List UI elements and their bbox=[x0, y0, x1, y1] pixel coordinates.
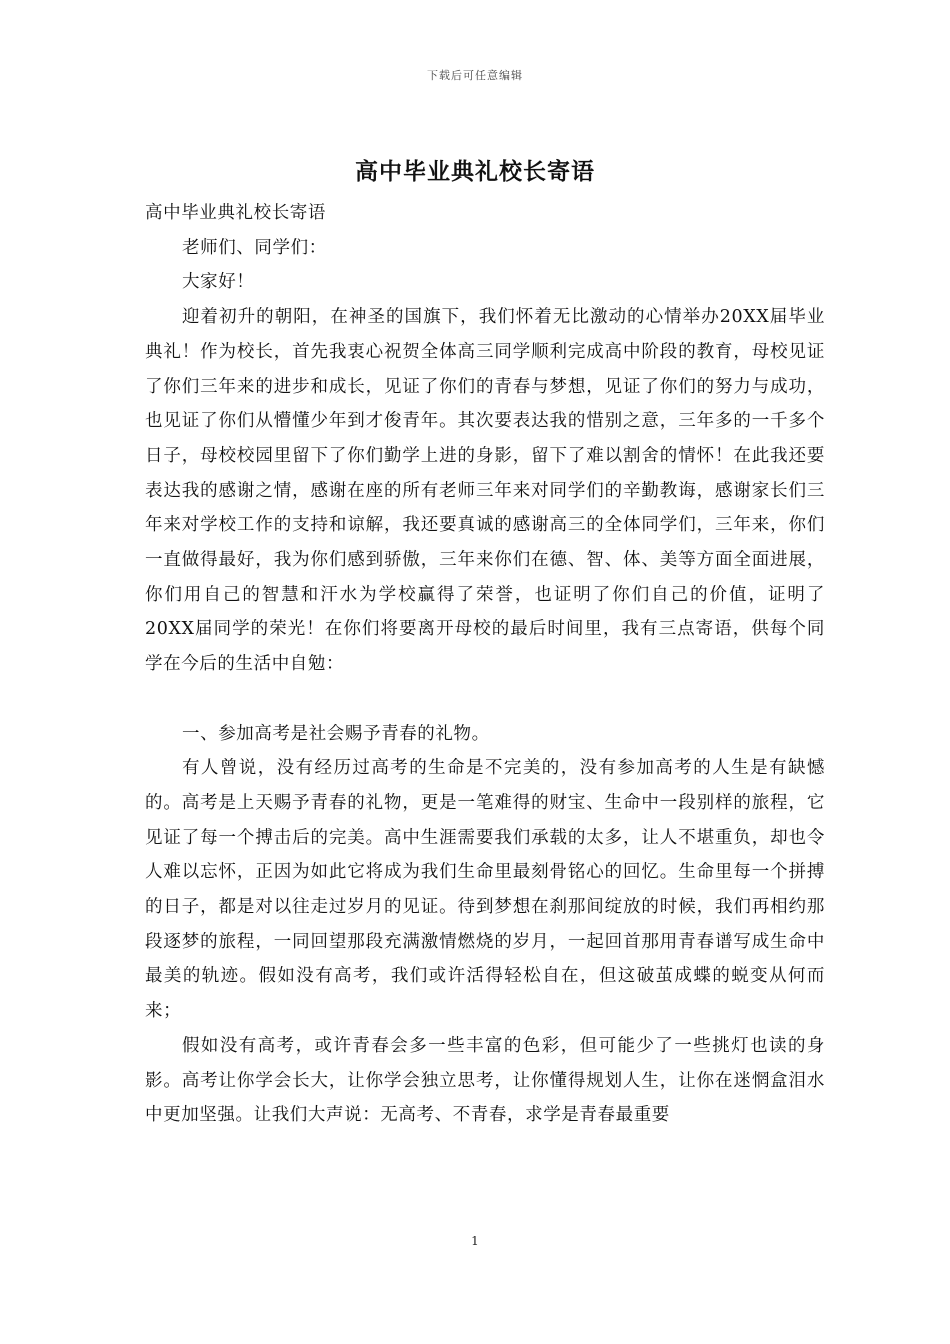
header-note: 下载后可任意编辑 bbox=[427, 69, 523, 82]
intro-paragraph: 迎着初升的朝阳，在神圣的国旗下，我们怀着无比激动的心情举办20XX届毕业典礼！作为校长，首先我衷心祝贺全体高三同学顺利完成高中阶段的教育，母校见证了你们三年来的进步和成长，见证了你们的青春与梦想，见证了你们的努力与成功，也见证了你们从懵懂少年到才俊青年。其次要表达我的惜别之意，三年多的一千多个日子，母校校园里留下了你们勤学上进的身影，留下了难以割舍的情怀！在此我还要表达我的感谢之情，感谢在座的所有老师三年来对同学们的辛勤教诲，感谢家长们三年来对学校工作的支持和谅解，我还要真诚的感谢高三的全体同学们，三年来，你们一直做得最好，我为你们感到骄傲，三年来你们在德、智、体、美等方面全面进展，你们用自己的智慧和汗水为学校赢得了荣誉，也证明了你们自己的价值，证明了20XX届同学的荣光！在你们将要离开母校的最后时间里，我有三点寄语，供每个同学在今后的生活中自勉： bbox=[145, 307, 825, 675]
subtitle-paragraph: 高中毕业典礼校长寄语 bbox=[145, 203, 326, 223]
paragraph-gap bbox=[145, 682, 825, 717]
greeting-paragraph: 大家好！ bbox=[182, 272, 255, 293]
section-heading: 一、参加高考是社会赐予青春的礼物。 bbox=[182, 723, 490, 744]
salutation-paragraph: 老师们、同学们： bbox=[182, 237, 327, 258]
document-body bbox=[145, 196, 825, 1133]
page-number: 1 bbox=[471, 1234, 479, 1248]
document-title: 高中毕业典礼校长寄语 bbox=[355, 158, 595, 185]
body-paragraph: 有人曾说，没有经历过高考的生命是不完美的，没有参加高考的人生是有缺憾的。高考是上天赐予青春的礼物，更是一笔难得的财宝、生命中一段别样的旅程，它见证了每一个搏击后的完美。高中生涯需要我们承载的太多，让人不堪重负，却也令人难以忘怀，正因为如此它将成为我们生命里最刻骨铭心的回忆。生命里每一个拼搏的日子，都是对以往走过岁月的见证。待到梦想在刹那间绽放的时候，我们再相约那段逐梦的旅程，一同回望那段充满激情燃烧的岁月，一起回首那用青春谱写成生命中最美的轨迹。假如没有高考，我们或许活得轻松自在，但这破茧成蝶的蜕变从何而来； bbox=[145, 758, 825, 1022]
body-paragraph: 假如没有高考，或许青春会多一些丰富的色彩，但可能少了一些挑灯也读的身影。高考让你学会长大，让你学会独立思考，让你懂得规划人生，让你在迷惘盒泪水中更加坚强。让我们大声说：无高考、不青春，求学是青春最重要 bbox=[145, 1035, 825, 1126]
